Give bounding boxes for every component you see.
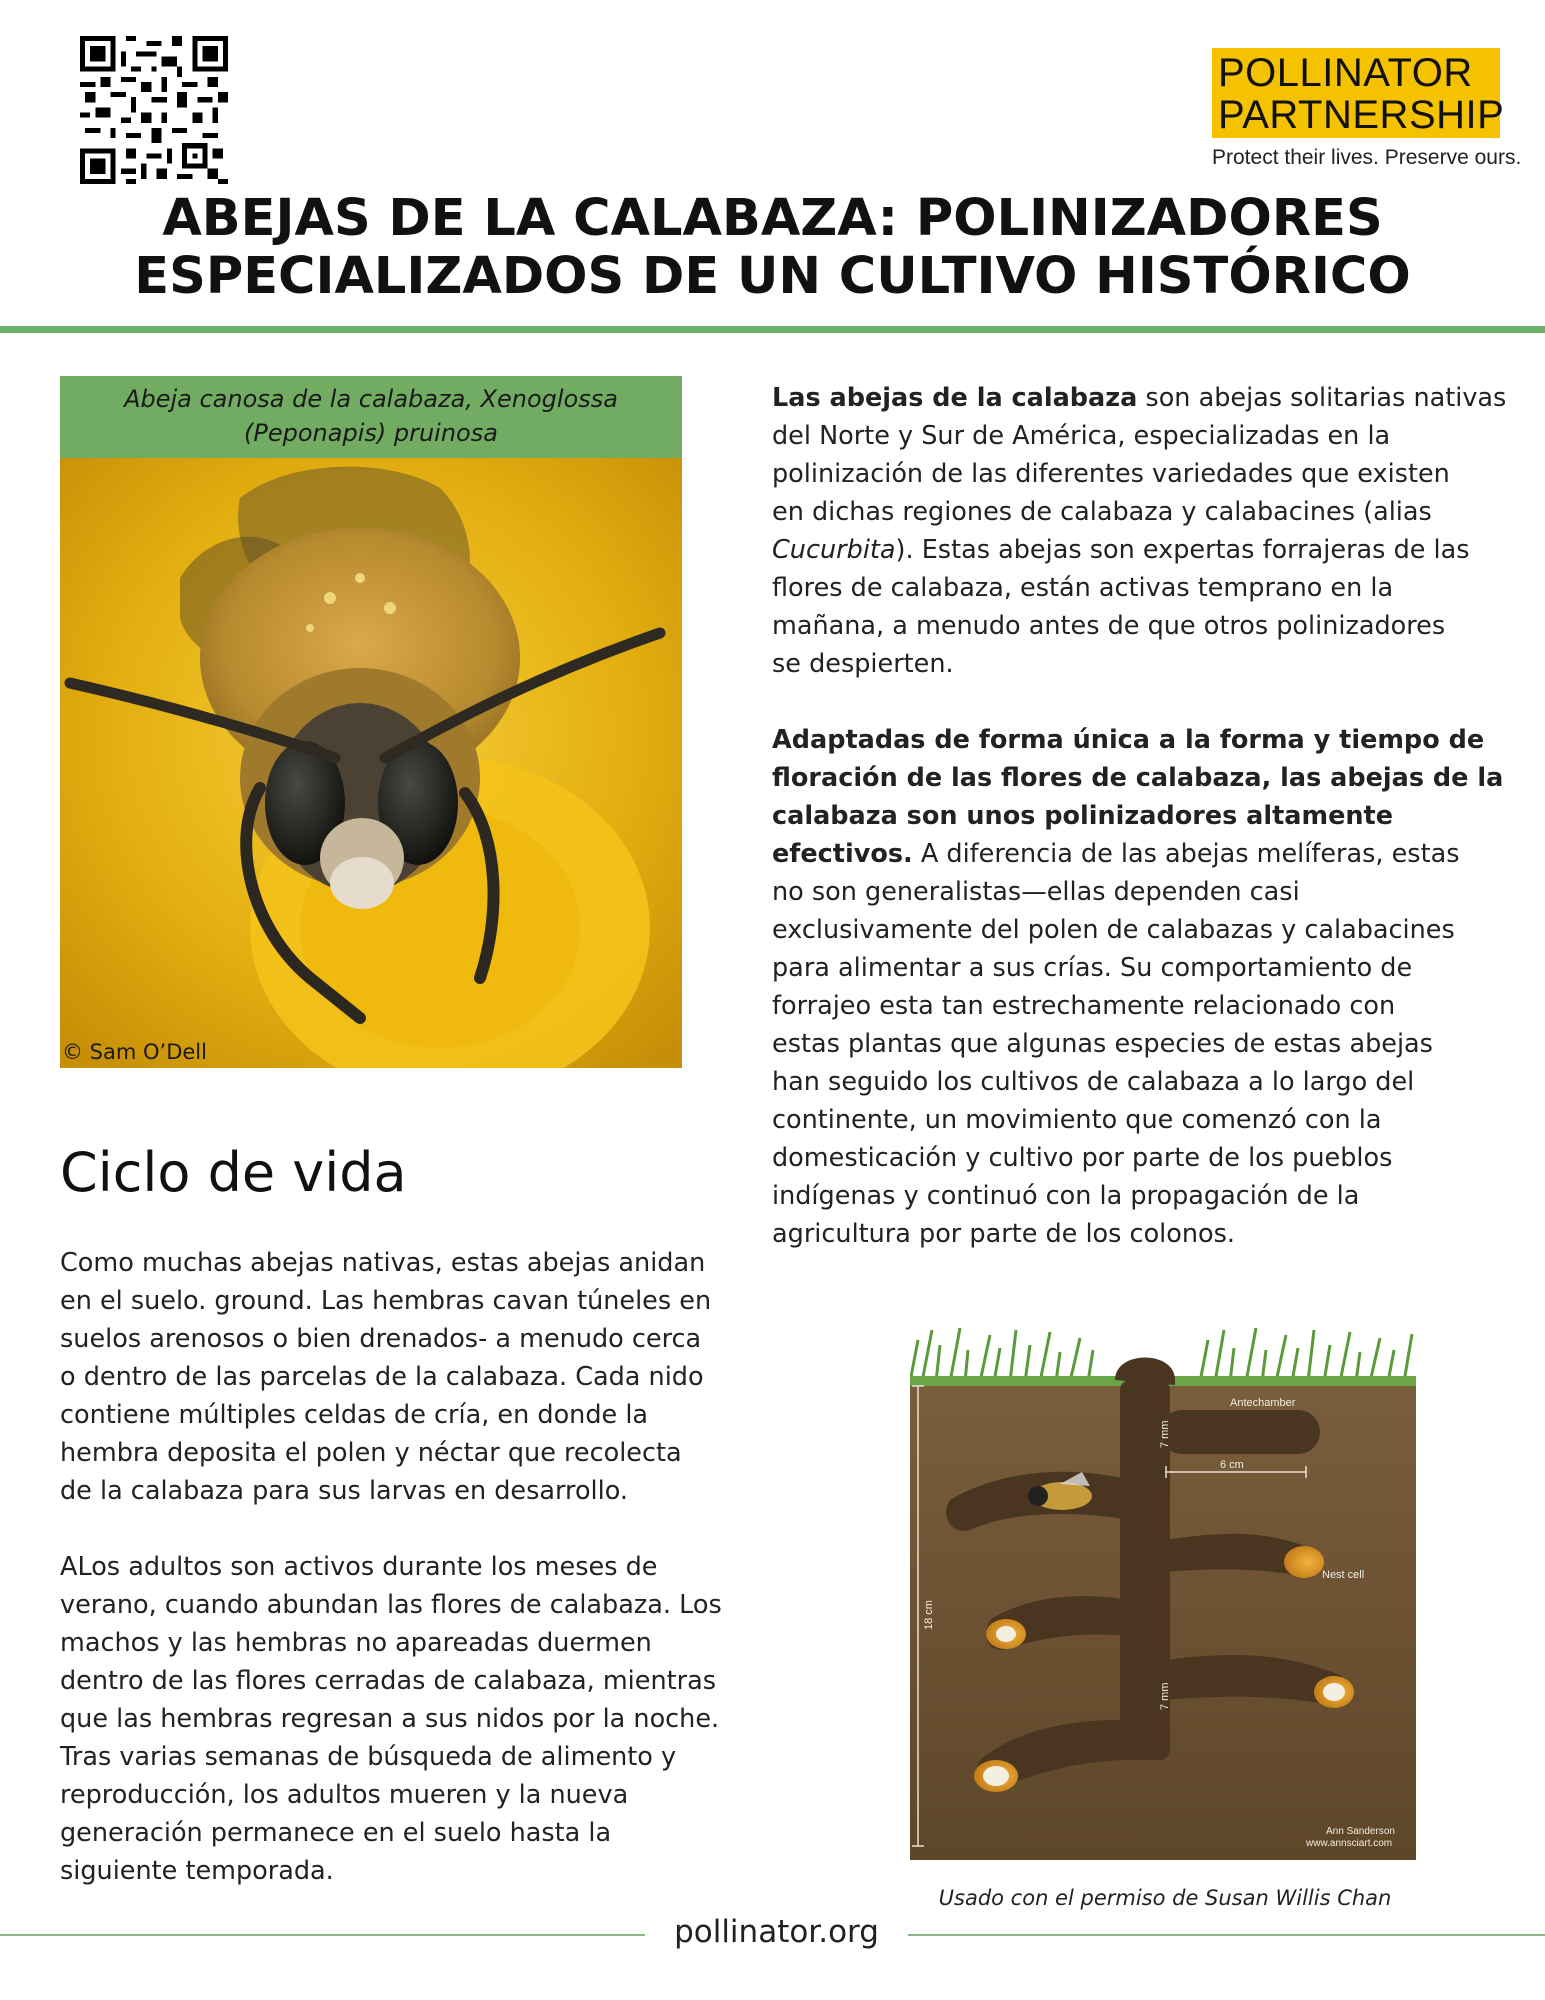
life2-line: machos y las hembras no apareadas duermen xyxy=(60,1628,652,1658)
logo-tagline: Protect their lives. Preserve ours. xyxy=(1212,146,1522,169)
adapt-bold-line-2: floración de las flores de calabaza, las abejas de la xyxy=(772,763,1504,793)
nest-diagram-caption: Usado con el permiso de Susan Willis Chan xyxy=(938,1886,1392,1910)
adapt-line-10: han seguido los cultivos de calabaza a lo largo del xyxy=(772,1067,1415,1097)
qr-code[interactable] xyxy=(80,36,228,184)
life1-line: o dentro de las parcelas de la calabaza. Cada nido xyxy=(60,1362,704,1392)
life2-line: reproducción, los adultos mueren y la nueva xyxy=(60,1780,629,1810)
adapt-bold-line-1: Adaptadas de forma única a la forma y tiempo de xyxy=(772,725,1485,755)
adapt-bold-line-4: efectivos. xyxy=(772,839,913,869)
intro-line-7: mañana, a menudo antes de que otros polinizadores xyxy=(772,611,1446,641)
intro-line-8: se despierten. xyxy=(772,649,954,679)
footer-url-link[interactable]: pollinator.org xyxy=(674,1914,879,1950)
life2-line: verano, cuando abundan las flores de calabaza. Los xyxy=(60,1590,722,1620)
intro-line-3: polinización de las diferentes variedades que existen xyxy=(772,459,1450,489)
life-cycle-heading: Ciclo de vida xyxy=(60,1141,407,1204)
label-artist-url: www.annsciart.com xyxy=(1306,1838,1393,1849)
intro-line-6: flores de calabaza, están activas temprano en la xyxy=(772,573,1394,603)
life2-line: generación permanece en el suelo hasta la xyxy=(60,1818,612,1848)
intro-line-2: del Norte y Sur de América, especializadas en la xyxy=(772,421,1391,451)
photo-caption-line-2: (Peponapis) pruinosa xyxy=(244,419,498,447)
squash-bee-photo xyxy=(60,458,682,1068)
adaptation-paragraph xyxy=(772,721,1532,1253)
life1-line: Como muchas abejas nativas, estas abejas anidan xyxy=(60,1248,706,1278)
label-18cm: 18 cm xyxy=(923,1600,935,1630)
nest-diagram xyxy=(910,1300,1416,1860)
life-cycle-paragraph-1 xyxy=(60,1244,770,1510)
footer-rule-left xyxy=(0,1934,645,1936)
life2-line: que las hembras regresan a sus nidos por la noche. xyxy=(60,1704,720,1734)
label-7mm-top: 7 mm xyxy=(1159,1420,1171,1448)
life1-line: suelos arenosos o bien drenados- a menudo cerca xyxy=(60,1324,702,1354)
logo-line-1: POLLINATOR xyxy=(1218,51,1473,95)
intro-italic-cucurbita: Cucurbita xyxy=(772,535,896,565)
title-line-2: ESPECIALIZADOS DE UN CULTIVO HISTÓRICO xyxy=(134,247,1411,306)
adapt-line-5: no son generalistas—ellas dependen casi xyxy=(772,877,1300,907)
life2-line: Tras varias semanas de búsqueda de alimento y xyxy=(60,1742,677,1772)
pollinator-partnership-logo[interactable] xyxy=(1212,48,1522,170)
adapt-line-13: indígenas y continuó con la propagación de la xyxy=(772,1181,1360,1211)
adapt-bold-line-3: calabaza son unos polinizadores altamente xyxy=(772,801,1394,831)
adapt-line-9: estas plantas que algunas especies de estas abejas xyxy=(772,1029,1433,1059)
label-antechamber: Antechamber xyxy=(1230,1397,1296,1409)
life2-line: siguiente temporada. xyxy=(60,1856,334,1886)
life2-line: dentro de las flores cerradas de calabaza, mientras xyxy=(60,1666,717,1696)
adapt-line-6: exclusivamente del polen de calabazas y calabacines xyxy=(772,915,1455,945)
intro-text: ). Estas abejas son expertas forrajeras de las xyxy=(895,535,1470,565)
footer-rule-right xyxy=(908,1934,1545,1936)
photo-credit: © Sam O’Dell xyxy=(62,1040,207,1064)
label-7mm-bottom: 7 mm xyxy=(1159,1682,1171,1710)
adapt-line-4 xyxy=(772,835,1532,873)
intro-line-5 xyxy=(772,531,1532,569)
life2-line: ALos adultos son activos durante los meses de xyxy=(60,1552,658,1582)
intro-line-1 xyxy=(772,379,1532,417)
life1-line: de la calabaza para sus larvas en desarrollo. xyxy=(60,1476,628,1506)
life1-line: hembra deposita el polen y néctar que recolecta xyxy=(60,1438,682,1468)
title-divider xyxy=(0,326,1545,333)
title-line-1: ABEJAS DE LA CALABAZA: POLINIZADORES xyxy=(162,189,1383,248)
adapt-text: A diferencia de las abejas melíferas, estas xyxy=(912,839,1460,869)
adapt-line-14: agricultura por parte de los colonos. xyxy=(772,1219,1236,1249)
intro-paragraph xyxy=(772,379,1532,683)
logo-box xyxy=(1212,48,1505,138)
photo-caption-line-1: Abeja canosa de la calabaza, Xenoglossa xyxy=(124,385,618,413)
logo-line-2: PARTNERSHIP xyxy=(1218,93,1505,137)
page-title xyxy=(40,190,1505,306)
adapt-line-12: domesticación y cultivo por parte de los pueblos xyxy=(772,1143,1393,1173)
intro-line-4: en dichas regiones de calabaza y calabacines (alias xyxy=(772,497,1432,527)
life1-line: en el suelo. ground. Las hembras cavan túneles en xyxy=(60,1286,712,1316)
adapt-line-11: continente, un movimiento que comenzó con la xyxy=(772,1105,1382,1135)
intro-text: son abejas solitarias nativas xyxy=(1137,383,1507,413)
intro-bold-lead: Las abejas de la calabaza xyxy=(772,383,1138,413)
label-nest-cell: Nest cell xyxy=(1322,1569,1365,1581)
adapt-line-8: forrajeo esta tan estrechamente relacionado con xyxy=(772,991,1396,1021)
label-6cm: 6 cm xyxy=(1220,1459,1244,1471)
label-artist: Ann Sanderson xyxy=(1326,1826,1395,1837)
photo-caption xyxy=(60,376,682,458)
life-cycle-paragraph-2 xyxy=(60,1548,770,1890)
adapt-line-7: para alimentar a sus crías. Su comportamiento de xyxy=(772,953,1413,983)
life1-line: contiene múltiples celdas de cría, en donde la xyxy=(60,1400,649,1430)
bee-photo-card xyxy=(60,376,682,1068)
